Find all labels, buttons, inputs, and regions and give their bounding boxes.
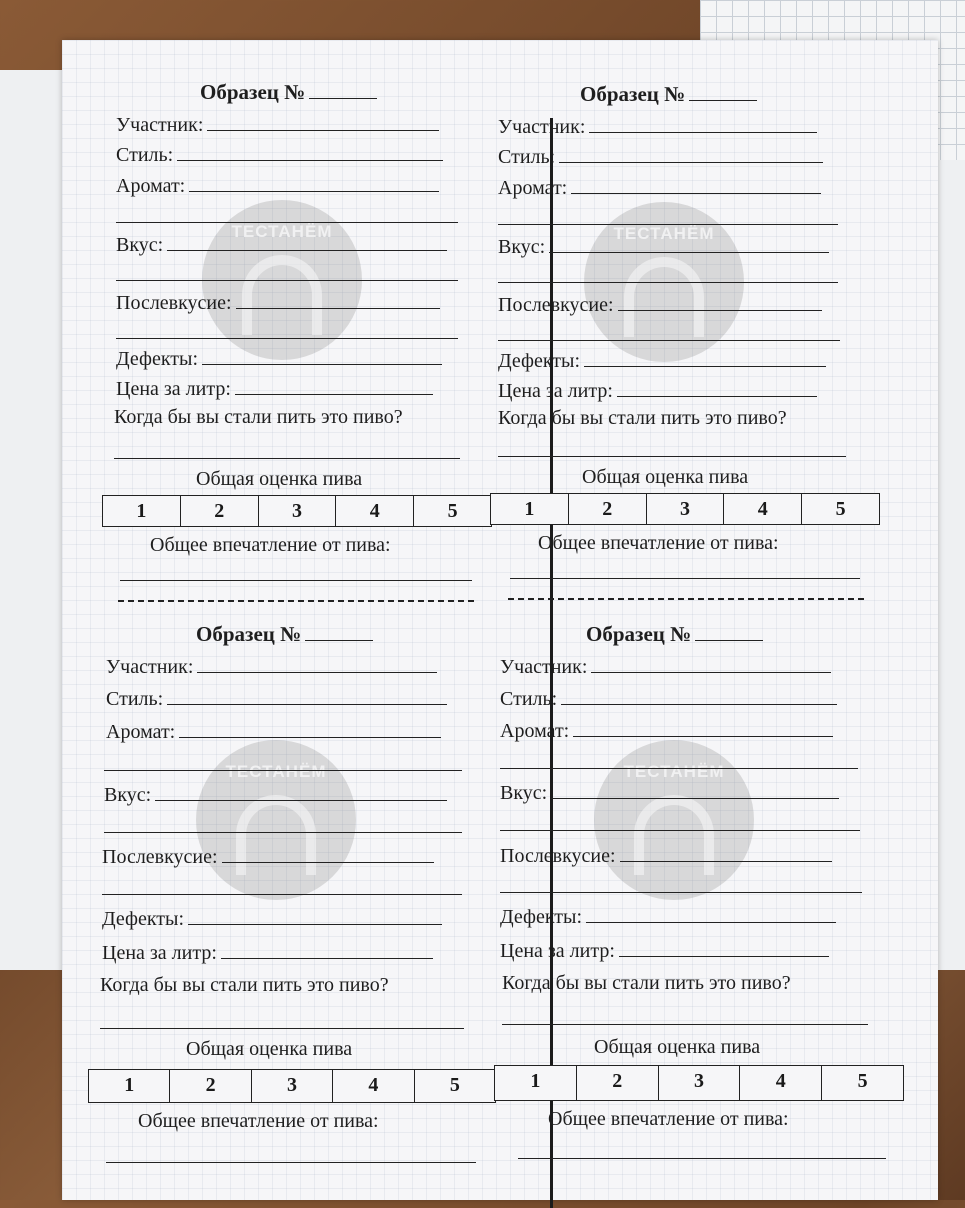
rating-option[interactable]: 3 [259, 496, 337, 526]
defects-field[interactable]: Дефекты: [102, 906, 442, 931]
aroma-extra-line[interactable] [116, 222, 458, 223]
rating-option[interactable]: 4 [333, 1070, 414, 1102]
rating-option[interactable]: 2 [181, 496, 259, 526]
sample-title: Образец № [580, 82, 757, 107]
aroma-field[interactable]: Аромат: [498, 175, 821, 200]
overall-rating-label: Общая оценка пива [594, 1036, 761, 1058]
participant-field[interactable]: Участник: [498, 114, 817, 139]
taste-field[interactable]: Вкус: [500, 780, 839, 805]
aftertaste-field[interactable]: Послевкусие: [500, 843, 832, 868]
rating-scale-bottom-right [494, 1065, 904, 1101]
aroma-extra-line[interactable] [500, 768, 858, 769]
when-answer-line[interactable] [502, 1024, 868, 1025]
rating-option[interactable]: 4 [740, 1066, 822, 1100]
watermark-logo-icon: ТЕСТАНЁМ [196, 740, 356, 900]
impression-line[interactable] [518, 1158, 886, 1159]
aroma-field[interactable]: Аромат: [116, 173, 439, 198]
taste-field[interactable]: Вкус: [498, 234, 829, 259]
rating-option[interactable]: 5 [447, 500, 458, 522]
impression-label: Общее впечатление от пива: [548, 1108, 789, 1130]
impression-line[interactable] [106, 1162, 476, 1163]
rating-option[interactable]: 1 [103, 496, 181, 526]
price-field[interactable]: Цена за литр: [500, 938, 829, 963]
impression-dashed-line[interactable] [118, 600, 474, 602]
taste-field[interactable]: Вкус: [116, 232, 447, 257]
overall-rating-label: Общая оценка пива [196, 468, 363, 490]
tasting-sheet [62, 40, 938, 1200]
price-field[interactable]: Цена за литр: [116, 376, 433, 401]
impression-label: Общее впечатление от пива: [538, 532, 779, 554]
impression-label: Общее впечатление от пива: [150, 534, 391, 556]
rating-option[interactable]: 1 [89, 1070, 170, 1102]
rating-option[interactable]: 3 [647, 494, 725, 524]
taste-extra-line[interactable] [104, 832, 462, 833]
participant-field[interactable]: Участник: [116, 112, 439, 137]
rating-scale-bottom-left [88, 1069, 496, 1103]
participant-field[interactable]: Участник: [106, 654, 437, 679]
aftertaste-field[interactable]: Послевкусие: [498, 292, 822, 317]
watermark-logo-icon: ТЕСТАНЁМ [202, 200, 362, 360]
overall-rating-label: Общая оценка пива [582, 466, 749, 488]
taste-extra-line[interactable] [498, 282, 838, 283]
rating-option[interactable]: 2 [577, 1066, 659, 1100]
when-answer-line[interactable] [100, 1028, 464, 1029]
sample-title: Образец № [196, 622, 373, 647]
sample-title: Образец № [586, 622, 763, 647]
watermark-logo-icon: ТЕСТАНЁМ [594, 740, 754, 900]
rating-option[interactable]: 1 [491, 494, 569, 524]
aroma-extra-line[interactable] [498, 224, 838, 225]
style-field[interactable]: Стиль: [116, 142, 443, 167]
style-field[interactable]: Стиль: [500, 686, 837, 711]
aftertaste-extra-line[interactable] [500, 892, 862, 893]
defects-field[interactable]: Дефекты: [500, 904, 836, 929]
price-field[interactable]: Цена за литр: [498, 378, 817, 403]
participant-field[interactable]: Участник: [500, 654, 831, 679]
rating-option[interactable]: 3 [659, 1066, 741, 1100]
rating-option[interactable]: 2 [569, 494, 647, 524]
when-question: Когда бы вы стали пить это пиво? [502, 972, 791, 994]
defects-field[interactable]: Дефекты: [116, 346, 442, 371]
price-field[interactable]: Цена за литр: [102, 940, 433, 965]
when-answer-line[interactable] [114, 458, 460, 459]
rating-option[interactable]: 3 [252, 1070, 333, 1102]
impression-line[interactable] [120, 580, 472, 581]
style-field[interactable]: Стиль: [106, 686, 447, 711]
rating-scale-top-left [102, 495, 492, 527]
style-field[interactable]: Стиль: [498, 144, 823, 169]
impression-label: Общее впечатление от пива: [138, 1110, 379, 1132]
rating-option[interactable]: 4 [336, 496, 414, 526]
when-question: Когда бы вы стали пить это пиво? [100, 974, 389, 996]
rating-option[interactable]: 5 [857, 1070, 868, 1092]
watermark-logo-icon: ТЕСТАНЁМ [584, 202, 744, 362]
aftertaste-extra-line[interactable] [498, 340, 840, 341]
rating-scale-top-right [490, 493, 880, 525]
sample-title: Образец № [200, 80, 377, 105]
defects-field[interactable]: Дефекты: [498, 348, 826, 373]
rating-option[interactable]: 2 [170, 1070, 251, 1102]
rating-option[interactable]: 5 [835, 498, 846, 520]
impression-line[interactable] [510, 578, 860, 579]
aftertaste-field[interactable]: Послевкусие: [102, 844, 434, 869]
taste-extra-line[interactable] [116, 280, 458, 281]
rating-option[interactable]: 5 [449, 1074, 460, 1096]
when-question: Когда бы вы стали пить это пиво? [114, 406, 403, 428]
taste-extra-line[interactable] [500, 830, 860, 831]
impression-dashed-line[interactable] [508, 598, 864, 600]
aftertaste-extra-line[interactable] [102, 894, 462, 895]
when-answer-line[interactable] [498, 456, 846, 457]
taste-field[interactable]: Вкус: [104, 782, 447, 807]
rating-option[interactable]: 1 [495, 1066, 577, 1100]
aftertaste-extra-line[interactable] [116, 338, 458, 339]
aftertaste-field[interactable]: Послевкусие: [116, 290, 440, 315]
aroma-extra-line[interactable] [104, 770, 462, 771]
aroma-field[interactable]: Аромат: [500, 718, 833, 743]
rating-option[interactable]: 4 [724, 494, 802, 524]
when-question: Когда бы вы стали пить это пиво? [498, 407, 787, 429]
overall-rating-label: Общая оценка пива [186, 1038, 353, 1060]
aroma-field[interactable]: Аромат: [106, 719, 441, 744]
